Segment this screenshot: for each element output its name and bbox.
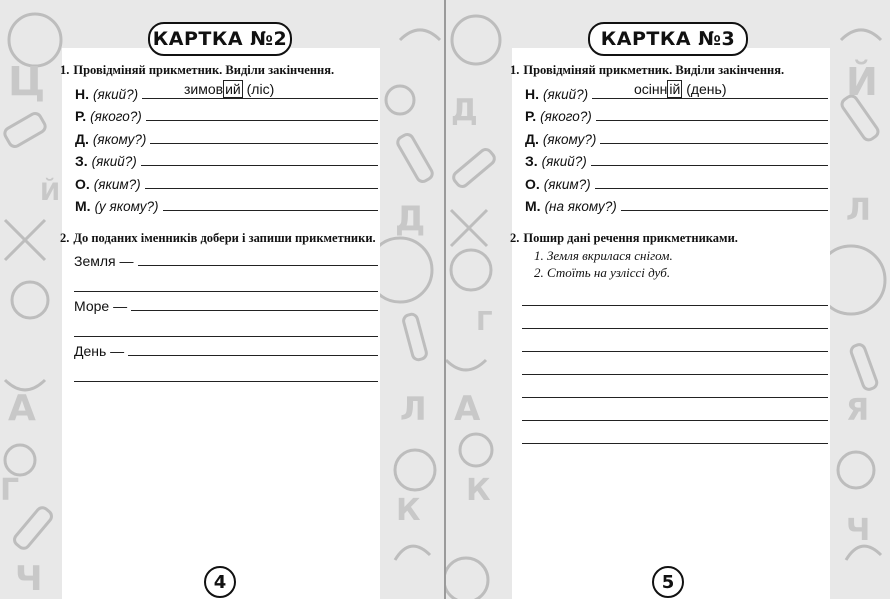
answer-line[interactable] [522,421,828,444]
case-label: З. [525,153,538,169]
case-label: З. [75,153,88,169]
svg-text:К: К [396,493,421,528]
answer-line[interactable] [131,309,378,311]
declension-row [510,102,828,125]
noun-label: День — [74,343,125,359]
task2-title: 2. До поданих іменників добери і запиши прикметники. [60,231,376,245]
answer-line[interactable] [150,142,378,144]
writing-lines [510,283,828,444]
answer-line[interactable] [74,269,378,292]
svg-text:Г: Г [0,473,20,508]
answer-line[interactable] [596,119,828,121]
noun-label: Земля — [74,253,134,269]
task1-title: 1. Провідміняй прикметник. Виділи закінчення. [510,63,785,77]
case-question: (який?) [91,154,137,169]
sentence-item: 1. Земля вкрилася снігом. [534,248,673,263]
answer-line[interactable] [145,187,378,189]
case-label: Д. [75,130,89,147]
svg-text:Ч: Ч [15,559,43,599]
answer-line[interactable] [522,329,828,352]
svg-text:К: К [466,473,491,508]
answer-line[interactable] [522,375,828,398]
page-number: 5 [652,566,684,598]
declension-row [60,192,378,215]
answer-line[interactable] [128,354,378,356]
declension-rows [60,79,378,214]
card-content [510,62,828,444]
answer-line[interactable] [600,142,828,144]
page-left [0,0,444,599]
noun-label: Море — [74,298,128,314]
svg-text:Ц: Ц [8,59,46,105]
case-label: Н. [525,85,539,102]
example-stem: осінн [634,81,668,97]
case-question: (якому?) [92,131,147,147]
answer-line[interactable] [522,398,828,421]
answer-line[interactable] [522,352,828,375]
svg-text:Й: Й [846,60,878,104]
svg-text:Ч: Ч [846,513,871,548]
svg-text:Й: Й [40,178,61,206]
noun-row [74,292,378,314]
card-title: КАРТКА №2 [148,22,292,56]
noun-row [74,247,378,269]
case-question: (яким?) [543,176,591,192]
case-question: (який?) [541,154,587,169]
case-label: О. [75,175,90,192]
answer-line[interactable] [74,359,378,382]
declension-row [60,124,378,147]
declension-row [60,79,378,102]
case-label: Р. [75,108,87,124]
case-question: (який?) [543,86,589,102]
noun-rows [60,247,378,382]
declension-row [510,79,828,102]
answer-line[interactable] [591,164,828,166]
case-label: Д. [525,130,539,147]
answer-line[interactable] [146,119,378,121]
case-question: (на якому?) [544,199,617,214]
answer-line[interactable] [595,187,828,189]
example-noun: (день) [686,81,727,97]
case-label: М. [525,198,541,214]
declension-row [510,147,828,170]
answer-line[interactable] [74,314,378,337]
svg-text:А: А [454,389,481,429]
card-content [60,62,378,382]
case-label: М. [75,198,91,214]
example-stem: зимов [184,81,224,97]
example-ending-box: ій [669,81,681,97]
declension-row [510,169,828,192]
case-question: (якого?) [540,109,592,124]
example-answer [184,81,274,97]
svg-text:Л: Л [400,390,427,428]
declension-row [510,192,828,215]
page-right [446,0,890,599]
svg-text:Д: Д [451,93,478,128]
example-ending-box: ий [225,81,241,97]
answer-line[interactable] [522,306,828,329]
answer-line[interactable] [141,164,378,166]
sentence-item: 2. Стоїть на узліссі дуб. [534,265,671,280]
answer-line[interactable] [138,264,378,266]
case-question: (якому?) [542,131,597,147]
answer-line[interactable] [522,283,828,306]
task2-title: 2. Пошир дані речення прикметниками. [510,231,738,245]
declension-row [60,169,378,192]
answer-line[interactable] [163,209,378,211]
case-question: (якого?) [90,109,142,124]
svg-text:Я: Я [846,393,870,428]
svg-text:Д: Д [395,199,426,239]
case-label: Р. [525,108,537,124]
declension-rows [510,79,828,214]
case-question: (який?) [93,86,139,102]
example-answer [634,81,727,97]
declension-row [60,147,378,170]
svg-text:Г: Г [476,307,493,337]
svg-text:А: А [8,388,36,429]
case-question: (яким?) [93,176,141,192]
page-number: 4 [204,566,236,598]
case-label: О. [525,175,540,192]
noun-row [74,337,378,359]
card-title: КАРТКА №3 [588,22,748,56]
answer-line[interactable] [621,209,828,211]
declension-row [510,124,828,147]
sentence-list [510,247,828,281]
case-question: (у якому?) [94,199,159,214]
declension-row [60,102,378,125]
case-label: Н. [75,85,89,102]
task1-title: 1. Провідміняй прикметник. Виділи закінчення. [60,63,335,77]
example-noun: (ліс) [246,81,275,97]
svg-text:Л: Л [846,193,871,228]
